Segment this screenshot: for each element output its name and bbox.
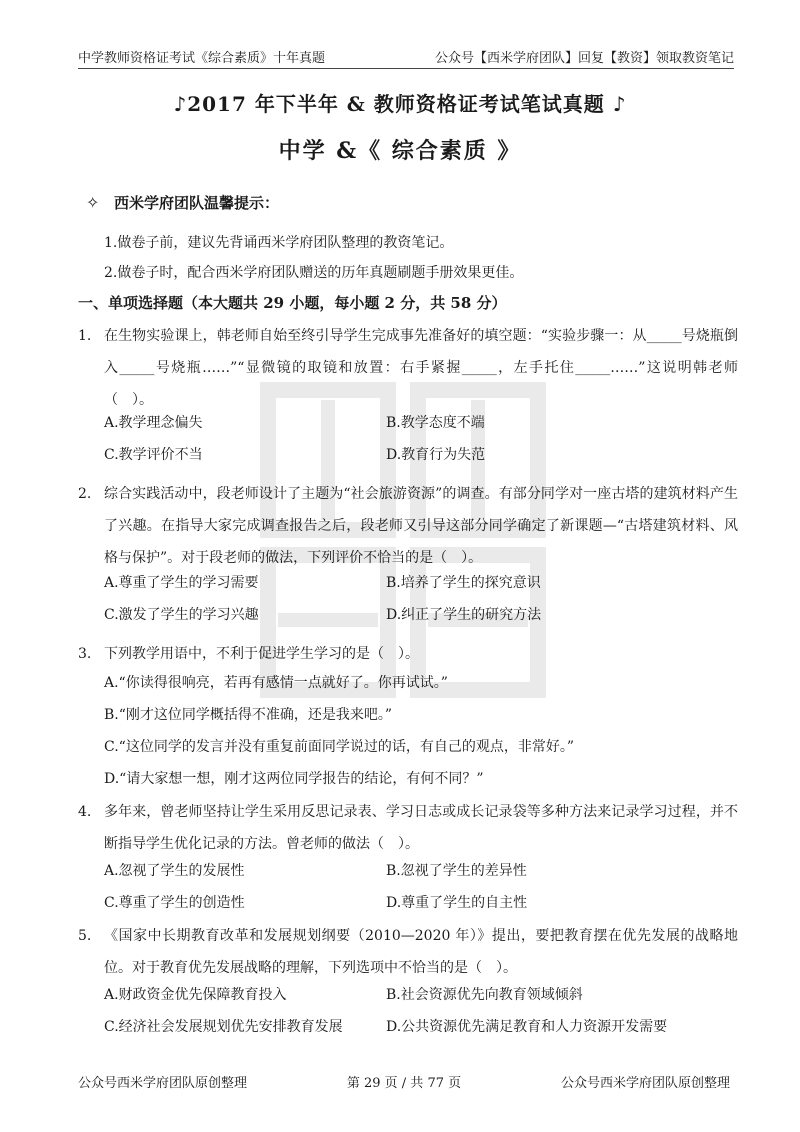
question-5-options <box>104 984 744 1048</box>
tips-heading-text: 西米学府团队温馨提示： <box>114 194 280 212</box>
option-a[interactable]: A.财政资金优先保障教育投入 <box>104 987 287 1003</box>
question-number: 4. <box>78 804 92 820</box>
option-d[interactable]: D.教育行为失范 <box>386 447 486 463</box>
tip-item: 2.做卷子时，配合西米学府团队赠送的历年真题刷题手册效果更佳。 <box>104 265 524 281</box>
question-stem: 多年来，曾老师坚持让学生采用反思记录表、学习日志或成长记录袋等多种方法来记录学习过程，并不断指导学生优化记录的方法。曾老师的做法（ ）。 <box>104 804 738 852</box>
exam-subtitle: 中学 &《 综合素质 》 <box>278 138 522 164</box>
diamond-star-icon: ✧ <box>86 193 100 212</box>
option-c[interactable]: C.教学评价不当 <box>104 447 203 463</box>
question-4 <box>78 796 738 860</box>
option-d[interactable]: D.尊重了学生的自主性 <box>386 895 528 911</box>
option-a[interactable]: A.忽视了学生的发展性 <box>104 863 245 879</box>
footer-right-text: 公众号西米学府团队原创整理 <box>560 1076 730 1091</box>
section-title: 一、单项选择题（本大题共 29 小题，每小题 2 分，共 58 分） <box>78 294 507 312</box>
option-a[interactable]: A.尊重了学生的学习需要 <box>104 575 259 591</box>
question-1 <box>78 320 738 416</box>
option-a[interactable]: A.“你读得很响亮，若再有感情一点就好了。你再试试。” <box>104 675 448 691</box>
option-d[interactable]: D.纠正了学生的研究方法 <box>386 607 542 623</box>
question-stem: 《国家中长期教育改革和发展规划纲要（2010—2020 年）》提出，要把教育摆在优先发展的战略地位。对于教育优先发展战略的理解，下列选项中不恰当的是（ ）。 <box>104 928 738 976</box>
header-right-text: 公众号【西米学府团队】回复【教资】领取教资笔记 <box>434 51 734 66</box>
question-5 <box>78 920 738 984</box>
option-a[interactable]: A.教学理念偏失 <box>104 415 203 431</box>
question-number: 5. <box>78 928 92 944</box>
question-number: 3. <box>78 646 92 662</box>
question-number: 1. <box>78 328 92 344</box>
option-b[interactable]: B.培养了学生的探究意识 <box>386 575 541 591</box>
option-c[interactable]: C.“这位同学的发言并没有重复前面同学说过的话，有自己的观点，非常好。” <box>104 739 574 755</box>
option-c[interactable]: C.激发了学生的学习兴趣 <box>104 607 259 623</box>
question-stem: 下列教学用语中，不利于促进学生学习的是（ ）。 <box>104 646 419 662</box>
page-header <box>78 44 734 69</box>
option-b[interactable]: B.“刚才这位同学概括得不准确，还是我来吧。” <box>104 707 393 723</box>
question-3 <box>78 638 738 670</box>
question-number: 2. <box>78 486 92 502</box>
option-b[interactable]: B.社会资源优先向教育领域倾斜 <box>386 987 583 1003</box>
question-2 <box>78 478 738 574</box>
exam-title: ♪2017 年下半年 & 教师资格证考试笔试真题 ♪ <box>173 92 627 116</box>
option-b[interactable]: B.教学态度不端 <box>386 415 485 431</box>
question-stem: 综合实践活动中，段老师设计了主题为“社会旅游资源”的调查。有部分同学对一座古塔的建筑材料产生了兴趣。在指导大家完成调查报告之后，段老师又引导这部分同学确定了新课题—“古塔建筑材料、风格与保护”。对于段老师的做法，下列评价不恰当的是（ ）。 <box>104 486 738 566</box>
page-footer <box>78 1072 730 1091</box>
option-c[interactable]: C.经济社会发展规划优先安排教育发展 <box>104 1019 343 1035</box>
page-number: 第 29 页 / 共 77 页 <box>346 1076 462 1091</box>
footer-left-text: 公众号西米学府团队原创整理 <box>78 1076 248 1091</box>
tip-item: 1.做卷子前，建议先背诵西米学府团队整理的教资笔记。 <box>104 235 454 251</box>
option-d[interactable]: D.“请大家想一想，刚才这两位同学报告的结论，有何不同？” <box>104 771 484 787</box>
question-1-options <box>104 412 744 476</box>
question-4-options <box>104 860 744 924</box>
question-2-options <box>104 572 744 636</box>
tips-heading <box>86 192 279 213</box>
header-left-text: 中学教师资格证考试《综合素质》十年真题 <box>78 51 326 66</box>
question-stem: 在生物实验课上，韩老师自始至终引导学生完成事先准备好的填空题：“实验步骤一：从_____号烧瓶倒入_____号烧瓶……”“显微镜的取镜和放置：右手紧握_____，左手托住_____……”这说明韩老师（ ）。 <box>104 328 738 408</box>
option-b[interactable]: B.忽视了学生的差异性 <box>386 863 527 879</box>
option-c[interactable]: C.尊重了学生的创造性 <box>104 895 245 911</box>
option-d[interactable]: D.公共资源优先满足教育和人力资源开发需要 <box>386 1019 668 1035</box>
